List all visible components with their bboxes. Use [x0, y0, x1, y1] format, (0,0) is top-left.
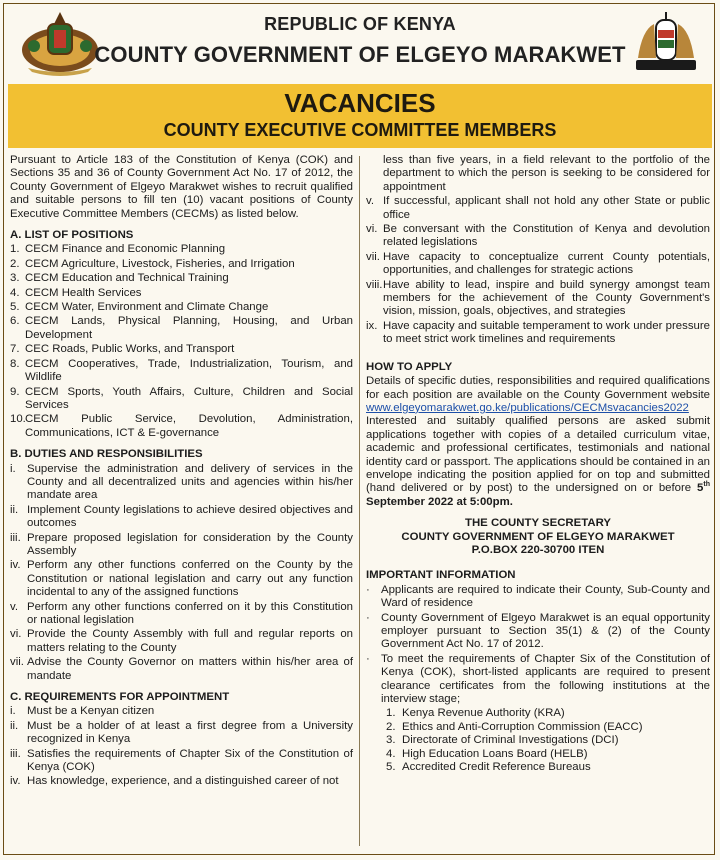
position-item-marker: 3. [10, 272, 20, 285]
requirement-item-text: If successful, applicant shall not hold any other State or public office [383, 195, 710, 221]
address-line-1: THE COUNTY SECRETARY [465, 517, 611, 530]
institutions-list [366, 707, 710, 774]
requirement-item-marker: vi. [366, 223, 378, 236]
position-item [10, 358, 353, 385]
requirements-continued-list [366, 195, 710, 346]
duty-item [10, 559, 353, 599]
duty-item-text: Implement County legislations to achieve desired objectives and outcomes [27, 503, 353, 530]
position-item-text: CECM Finance and Economic Planning [25, 243, 226, 256]
requirement-continuation: less than five years, in a field relevant to the portfolio of the department to which the person is seeking to be considered for appointment [383, 154, 710, 193]
position-item-marker: 8. [10, 357, 20, 370]
requirement-item-marker: ix. [366, 319, 378, 332]
duty-item-marker: i. [10, 462, 16, 475]
position-item-marker: 4. [10, 286, 20, 299]
address-line-3: P.O.BOX 220-30700 ITEN [471, 543, 605, 556]
important-heading: IMPORTANT INFORMATION [366, 569, 516, 582]
position-item [10, 287, 353, 300]
vacancies-url-link[interactable]: www.elgeyomarakwet.go.ke/publications/CECMsvacancies2022 [366, 401, 689, 414]
requirement-item-text: Have capacity to conceptualize current County potentials, opportunities, and challenges for strategic actions [383, 250, 710, 277]
position-item [10, 243, 353, 256]
duty-item [10, 628, 353, 655]
right-column [366, 154, 710, 774]
requirement-item-marker: viii. [366, 278, 383, 291]
duty-item [10, 463, 353, 503]
institution-item [366, 761, 710, 774]
duty-item-text: Prepare proposed legislation for consideration by the County Assembly [27, 531, 353, 557]
requirement-item-marker: ii. [10, 719, 19, 732]
requirement-item [366, 279, 710, 319]
duty-item-text: Perform any other functions conferred on it by this Constitution or national legislation [27, 600, 353, 626]
requirement-item-marker: vii. [366, 250, 380, 263]
requirement-item-marker: v. [366, 195, 375, 208]
position-item-marker: 7. [10, 343, 20, 356]
deadline-day: 5 [697, 482, 704, 495]
requirement-item-marker: i. [10, 705, 16, 718]
important-item [366, 584, 710, 611]
kenya-coat-of-arms-icon [628, 10, 704, 78]
address-block [366, 517, 710, 557]
deadline-suffix: th [703, 481, 710, 489]
position-item-text: CECM Cooperatives, Trade, Industrialization, Tourism, and Wildlife [25, 357, 353, 384]
position-item-text: CEC Roads, Public Works, and Transport [25, 343, 235, 356]
intro-paragraph: Pursuant to Article 183 of the Constitution of Kenya (COK) and Sections 35 and 36 of County Government Act No. 17 of 2012, the County Government of Elgeyo Marakwet wishes to recruit qualified and suitable persons to fill ten (10) vacant positions of County Executive Committee Members (CECMs) as listed below. [10, 154, 353, 220]
institution-number: 4. [386, 747, 396, 760]
position-item [10, 413, 353, 440]
requirement-item-text: Be conversant with the Constitution of Kenya and devolution related legislations [383, 223, 710, 249]
requirement-item [366, 320, 710, 347]
important-item-text: Applicants are required to indicate their County, Sub-County and Ward of residence [381, 583, 710, 610]
how-to-apply-para2: Interested and suitably qualified persons are asked submit applications together with copies of a detailed curriculum vitae, academic and professional certificates, testimonials and national identity card or passport. The applications should be contained in an envelope indicating the position applied for on top and submitted (hand delivered or by post) to the undersigned on or before [366, 415, 710, 495]
duties-list [10, 463, 353, 684]
duties-heading: B. DUTIES AND RESPONSIBILITIES [10, 448, 203, 461]
requirement-item-text: Must be a Kenyan citizen [27, 705, 155, 718]
requirement-item-text: Have capacity and suitable temperament to work under pressure to meet strict work timelines and requirements [383, 319, 710, 346]
institution-number: 2. [386, 720, 396, 733]
duty-item [10, 656, 353, 683]
requirement-item [10, 775, 353, 788]
requirement-item-text: Must be a holder of at least a first degree from a University recognized in Kenya [27, 719, 353, 746]
requirement-item-marker: iv. [10, 775, 21, 788]
how-to-apply-para1: Details of specific duties, responsibilities and required qualifications for each position are available on the County Government website [366, 375, 710, 401]
position-item-marker: 9. [10, 385, 20, 398]
position-item-marker: 1. [10, 243, 20, 256]
vacancies-banner [8, 84, 712, 148]
header [0, 0, 720, 82]
bullet-icon: · [366, 611, 370, 624]
requirement-item-marker: iii. [10, 747, 21, 760]
position-item [10, 343, 353, 356]
positions-heading: A. LIST OF POSITIONS [10, 229, 134, 242]
requirement-item [10, 705, 353, 718]
column-divider [359, 156, 360, 846]
position-item-text: CECM Sports, Youth Affairs, Culture, Children and Social Services [25, 385, 353, 411]
position-item-marker: 2. [10, 257, 20, 270]
duty-item-text: Advise the County Governor on matters within his/her area of mandate [27, 656, 353, 682]
institution-number: 3. [386, 734, 396, 747]
position-item-text: CECM Lands, Physical Planning, Housing, and Urban Development [25, 315, 353, 341]
important-list [366, 584, 710, 707]
position-item-text: CECM Public Service, Devolution, Administration, Communications, ICT & E-governance [25, 413, 353, 439]
position-item [10, 386, 353, 413]
position-item [10, 258, 353, 271]
duty-item-text: Provide the County Assembly with full and regular reports on matters relating to the County [27, 628, 353, 654]
position-item-marker: 6. [10, 315, 20, 328]
bullet-icon: · [366, 652, 370, 665]
left-column [10, 154, 353, 790]
duty-item-marker: ii. [10, 503, 19, 516]
how-to-apply-heading: HOW TO APPLY [366, 360, 453, 373]
banner-subtitle: COUNTY EXECUTIVE COMMITTEE MEMBERS [163, 120, 557, 140]
important-item [366, 653, 710, 707]
duty-item-marker: vii. [10, 656, 24, 669]
position-item-marker: 10. [10, 413, 26, 426]
duty-item [10, 504, 353, 531]
requirements-list [10, 705, 353, 788]
republic-title: REPUBLIC OF KENYA [264, 14, 456, 34]
important-item [366, 612, 710, 652]
requirement-item [366, 195, 710, 222]
duty-item-marker: iv. [10, 559, 21, 572]
requirement-item [10, 748, 353, 775]
how-to-apply-instructions [366, 415, 710, 509]
duty-item-marker: v. [10, 600, 19, 613]
county-title: COUNTY GOVERNMENT OF ELGEYO MARAKWET [94, 42, 626, 67]
position-item-text: CECM Education and Technical Training [25, 272, 229, 285]
position-item [10, 315, 353, 342]
institution-text: High Education Loans Board (HELB) [402, 747, 588, 760]
position-item [10, 301, 353, 314]
positions-list [10, 243, 353, 440]
duty-item [10, 601, 353, 628]
institution-text: Accredited Credit Reference Bureaus [402, 761, 591, 774]
bullet-icon: · [366, 583, 370, 596]
institution-text: Kenya Revenue Authority (KRA) [402, 707, 565, 720]
requirement-item-text: Satisfies the requirements of Chapter Six of the Constitution of Kenya (COK) [27, 747, 353, 774]
institution-item [366, 734, 710, 747]
address-line-2: COUNTY GOVERNMENT OF ELGEYO MARAKWET [401, 530, 675, 543]
requirement-item-text: Has knowledge, experience, and a distinguished career of not [27, 775, 339, 788]
deadline-rest: September 2022 at 5:00pm. [366, 495, 513, 508]
duty-item-text: Supervise the administration and delivery of services in the County and all decentralized units and agencies within his/her mandate area [27, 462, 353, 502]
how-to-apply-details [366, 375, 710, 415]
institution-item [366, 707, 710, 720]
requirement-item-text: Have ability to lead, inspire and build synergy amongst team members for the achievement of the County Government's vision, mission, goals, objectives, and strategies [383, 278, 710, 318]
important-item-text: To meet the requirements of Chapter Six of the Constitution of Kenya (COK), short-listed applicants are required to present clearance certificates from the following institutions at the interview stage; [381, 652, 710, 706]
position-item [10, 272, 353, 285]
position-item-text: CECM Agriculture, Livestock, Fisheries, and Irrigation [25, 257, 295, 270]
duty-item-text: Perform any other functions conferred on the County by the Constitution or national legislation and carry out any function incidental to any of the assigned functions [27, 559, 353, 599]
position-item-marker: 5. [10, 301, 20, 314]
duty-item [10, 532, 353, 559]
duty-item-marker: vi. [10, 628, 22, 641]
position-item-text: CECM Water, Environment and Climate Change [25, 301, 269, 314]
banner-title: VACANCIES [284, 88, 436, 118]
important-item-text: County Government of Elgeyo Marakwet is an equal opportunity employer pursuant to Section 35(1) & (2) of the County Government Act No. 17 of 2012. [381, 611, 710, 651]
requirement-item [366, 251, 710, 278]
institution-number: 5. [386, 761, 396, 774]
requirement-item [10, 720, 353, 747]
institution-item [366, 748, 710, 761]
requirements-heading: C. REQUIREMENTS FOR APPOINTMENT [10, 691, 230, 704]
institution-item [366, 721, 710, 734]
requirement-item [366, 223, 710, 250]
institution-number: 1. [386, 707, 396, 720]
position-item-text: CECM Health Services [25, 286, 142, 299]
duty-item-marker: iii. [10, 531, 21, 544]
institution-text: Directorate of Criminal Investigations (DCI) [402, 734, 619, 747]
institution-text: Ethics and Anti-Corruption Commission (EACC) [402, 720, 643, 733]
